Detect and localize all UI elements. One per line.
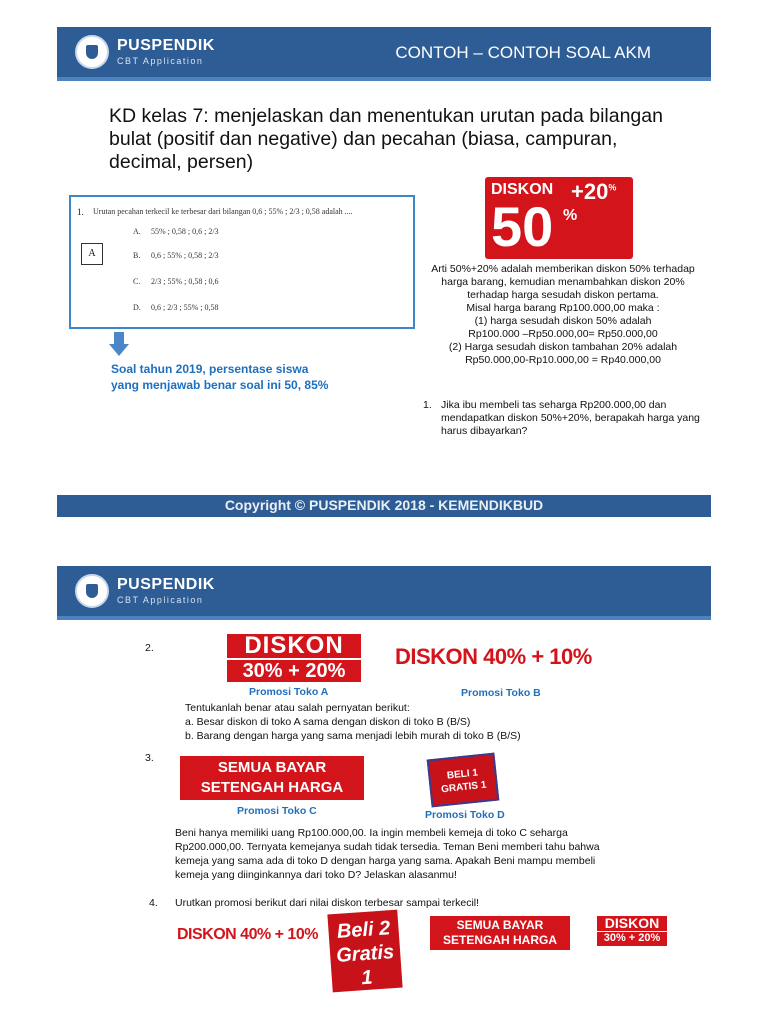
question-4-number: 4.: [149, 897, 158, 909]
badge-plus-20: +20%: [571, 179, 617, 204]
promo-option-1: DISKON 40% + 10%: [177, 926, 318, 943]
promo-option-2-line1: Beli 2: [336, 917, 391, 943]
promo-c-line1: SEMUA BAYAR: [217, 759, 327, 776]
puspendik-logo: [75, 35, 235, 71]
explanation-line: Rp50.000,00-Rp10.000,00 = Rp40.000,00: [465, 354, 661, 366]
question-2-item: a. Besar diskon di toko A sama dengan diskon di toko B (B/S): [185, 716, 471, 728]
option-b: B. 0,6 ; 55% ; 0,58 ; 2/3: [133, 251, 219, 260]
option-a: A. 55% ; 0,58 ; 0,6 ; 2/3: [133, 227, 219, 236]
explanation-line: Rp100.000 –Rp50.000,00= Rp50.000,00: [468, 328, 658, 340]
promo-option-4-line2: 30% + 20%: [597, 931, 667, 945]
promo-option-2: [327, 910, 402, 993]
option-c: C. 2/3 ; 55% ; 0,58 ; 0,6: [133, 277, 219, 286]
explanation-line: Arti 50%+20% adalah memberikan diskon 50% terhadap harga barang, kemudian menambahkan diskon 20% terhadap harga sesudah diskon pertama.: [431, 263, 695, 301]
brand-name: PUSPENDIK: [117, 576, 215, 593]
copyright-text: Copyright © PUSPENDIK 2018 - KEMENDIKBUD: [224, 497, 544, 513]
promo-option-2-line2: Gratis 1: [335, 941, 395, 990]
badge-50-pct: %: [563, 207, 578, 224]
explanation-line: Misal harga barang Rp100.000,00 maka :: [466, 302, 660, 314]
discount-explanation: [427, 263, 699, 367]
question-1-number: 1.: [423, 399, 432, 411]
soal-note: Soal tahun 2019, persentase siswa yang menjawab benar soal ini 50, 85%: [111, 362, 329, 392]
promo-toko-d: [427, 753, 500, 808]
question-2-item: b. Barang dengan harga yang sama menjadi lebih murah di toko B (B/S): [185, 730, 521, 742]
question-1: [423, 399, 703, 438]
slide-header: [57, 27, 711, 81]
slide-header: [57, 566, 711, 620]
option-d: D. 0,6 ; 2/3 ; 55% ; 0,58: [133, 303, 219, 312]
promo-c-line2: SETENGAH HARGA: [200, 779, 344, 796]
slide-1: [57, 27, 711, 517]
answer-mark: A: [81, 243, 103, 265]
brand-subtitle: CBT Application: [117, 595, 204, 605]
question-number: 1.: [77, 207, 84, 217]
explanation-line: (1) harga sesudah diskon 50% adalah: [474, 315, 652, 327]
promo-option-4: [597, 916, 667, 946]
promo-a-line1: DISKON: [244, 632, 344, 659]
promo-toko-c-label: Promosi Toko C: [237, 805, 317, 817]
kd-heading: KD kelas 7: menjelaskan dan menentukan urutan pada bilangan bulat (positif dan negative) dan pecahan (biasa, campuran, decimal, persen): [109, 105, 663, 173]
brand-name: PUSPENDIK: [117, 37, 215, 54]
question-3-text: Beni hanya memiliki uang Rp100.000,00. Ia ingin membeli kemeja di toko C seharga Rp200.000,00. Ternyata kemejanya sudah tidak tersedia. Teman Beni memberi tahu bahwa kemeja yang sama ada di toko D dengan harga yang sama. Apakah Beni mampu membeli kemeja yang diinginkannya dari toko D? Jelaskan alasanmu!: [175, 827, 600, 881]
badge-diskon-text: DISKON: [491, 181, 554, 198]
question-1-text: Jika ibu membeli tas seharga Rp200.000,00 dan mendapatkan diskon 50%+20%, berapakah harga yang harus dibayarkan?: [441, 399, 700, 437]
badge-50: 50: [491, 195, 554, 258]
promo-toko-b: DISKON 40% + 10%: [395, 644, 592, 669]
question-2-number: 2.: [145, 642, 154, 654]
slide-2: [57, 566, 711, 1024]
slide-title: CONTOH – CONTOH SOAL AKM: [395, 43, 651, 62]
tut-wuri-emblem-icon: [75, 35, 109, 69]
promo-toko-a-label: Promosi Toko A: [249, 686, 329, 698]
down-arrow-icon: [109, 332, 129, 358]
question-text: Urutan pecahan terkecil ke terbesar dari bilangan 0,6 ; 55% ; 2/3 ; 0,58 adalah ....: [93, 207, 353, 216]
tut-wuri-emblem-icon: [75, 574, 109, 608]
promo-toko-b-label: Promosi Toko B: [461, 687, 541, 699]
question-3-number: 3.: [145, 752, 154, 764]
promo-d-line2: GRATIS 1: [440, 779, 487, 796]
question-4-text: Urutkan promosi berikut dari nilai diskon terbesar sampai terkecil!: [175, 897, 480, 909]
brand-subtitle: CBT Application: [117, 56, 204, 66]
diskon-50-badge: [485, 177, 633, 259]
puspendik-logo: [75, 574, 235, 610]
explanation-line: (2) Harga sesudah diskon tambahan 20% adalah: [448, 341, 678, 353]
promo-d-line1: BELI 1: [446, 767, 479, 782]
promo-a-line2: 30% + 20%: [227, 658, 361, 682]
promo-option-3: [430, 916, 570, 950]
question-image-box: [69, 195, 415, 329]
question-2-text: [185, 701, 665, 743]
promo-toko-d-label: Promosi Toko D: [425, 809, 505, 821]
question-2-intro: Tentukanlah benar atau salah pernyatan berikut:: [185, 702, 410, 714]
promo-option-3-line1: SEMUA BAYAR: [456, 918, 544, 932]
promo-option-3-line2: SETENGAH HARGA: [442, 933, 557, 947]
slide-footer: [57, 495, 711, 517]
promo-option-4-line1: DISKON: [604, 915, 660, 931]
promo-toko-a: [227, 634, 361, 682]
promo-toko-c: [180, 756, 364, 800]
